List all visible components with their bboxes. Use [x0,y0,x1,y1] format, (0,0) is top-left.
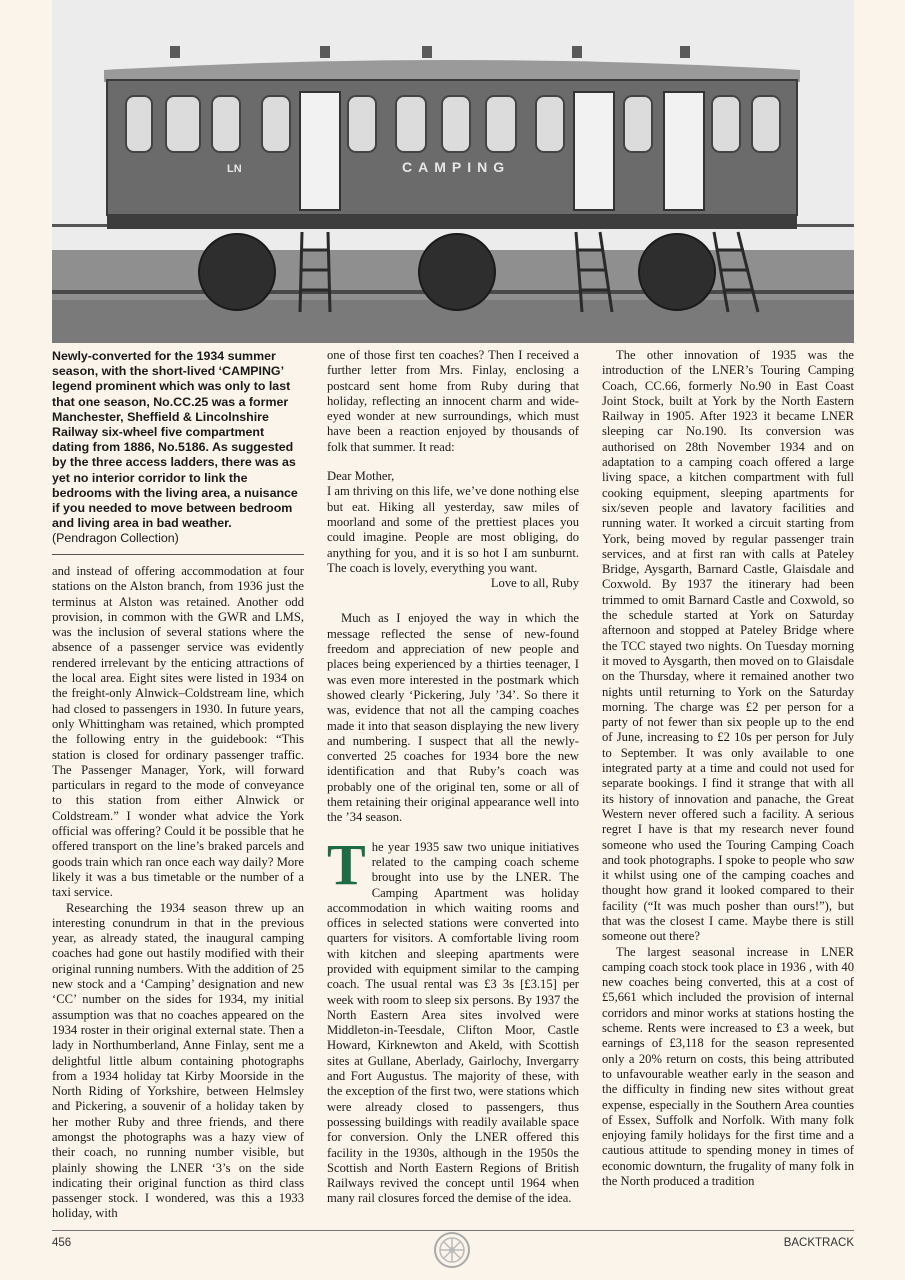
paragraph [602,348,854,945]
caption-divider [52,554,304,555]
article-column-2 [327,348,579,1207]
coach-illustration [52,0,854,343]
caption-text: Newly-converted for the 1934 summer season, with the short-lived ‘CAMPING’ legend prominent which was only to last that one season, No.CC.25 was a former Manchester, Sheffield & Lincolnshire Railway six-wheel five compartment dating from 1886, No.5186. As suggested by the three access ladders, there was as yet no interior corridor to link the bedrooms with the living area, a nuisance if you needed to move between bedroom and living area in bad weather. [52,349,298,531]
paragraph: Much as I enjoyed the way in which the message reflected the sense of new-found freedom and appreciation of new people and places being experienced by a thirties teenager, I was even more interested in the postmark which showed clearly ‘Pickering, July ’34’. So there it was, evidence that not all the camping coaches made it into that season displaying the new livery and numbering. I suspect that all the newly-converted 25 coaches for 1934 bore the new identification and that Ruby’s coach was probably one of the original ten, some or all of them retaining their original appearance well into the ’34 season. [327,611,579,825]
camping-coach-photo [52,0,854,343]
paragraph: one of those first ten coaches? Then I received a further letter from Mrs. Finlay, enclosing a postcard sent home from Ruby during that holiday, reflecting an innocent charm and wide-eyed wonder at new surroundings, which must have been a reaction enjoyed by thousands of folk that summer. It read: [327,348,579,454]
paragraph-text: it whilst using one of the camping coaches and thought how grand it looked compared to their facility (“It was much posher than ours!”), but that was the closest I came. Maybe there is still someone out there? [602,868,854,944]
paragraph-text: The other innovation of 1935 was the introduction of the LNER’s Touring Camping Coach, CC.66, formerly No.90 in East Coast Joint Stock, built at York by the North Eastern Railway in 1905. After 1923 it became LNER sleeping car No.190. Its conversion was authorised on 28th November 1934 and on adaptation to a camping coach offered a large living space, a kitchen compartment with full cooking equipment, sleeping apartments for six/seven people and lavatory facilities and running water. It worked a circuit starting from York, being moved by regular passenger train services, and at first ran with calls at Pateley Bridge, Aysgarth, Barnard Castle, Glaisdale and Coxwold. By 1937 the itinerary had been trimmed to omit Barnard Castle and Coxwold, so the schedule started at York on Saturday afternoon and stopped at Pateley Bridge where the TCC stayed two nights. On Tuesday morning it moved to Aysgarth, then moved on to Glaisdale on the Thursday, where it remained another two nights until returning to York on the Saturday morning. The charge was £2 per person for a party of not fewer than six people up to the end of June, increasing to £2 10s per person for July to September. It was only available to one integrated party at a time and could not used for separate bookings. I find it strange that with all its history of innovation and panache, the Great Western never offered such a facility. A serious regret I have is that my research never found someone who used the Touring Camping Coach and took photographs. I spoke to people who [602,348,854,867]
page-number: 456 [52,1237,72,1249]
paragraph-dropcap [327,831,579,1207]
paragraph-text: he year 1935 saw two unique initiatives related to the camping coach scheme brought into use by the LNER. The Camping Apartment was holiday accommodation in which waiting rooms and offices in selected stations were converted into quarters for visitors. A comfortable living room with kitchen and sleeping apartments were provided with equipment similar to the camping coach. The usual rental was £3 3s [£3.15] per week with room to sleep six persons. By 1937 the North Eastern Area sites involved were Middleton-in-Teesdale, Clifton Moor, Castle Howard, Kirknewton and Akeld, with Scottish sites at Gullane, Aberlady, Gairlochy, Invergarry and Fort Augustus. The majority of these, with the exception of the first two, were stations which were already closed to passengers, thus possessing buildings with readily available space for conversion. Only the LNER offered this facility in the 1930s, although in the 1950s the Scottish and North Eastern Regions of British Railways revived the concept until 1964 when many rail closures forced the demise of the idea. [327,839,579,1206]
article-column-3 [602,348,854,1189]
letter-body: I am thriving on this life, we’ve done nothing else but eat. Hiking all yesterday, saw miles of moorland and some of the prettiest places you could imagine. People are most obliging, do anything for you, and it is so hot I am sunburnt. The coach is lovely, everything you want. [327,484,579,575]
photo-caption [52,349,304,547]
coach-lettering-ln: LN [227,163,242,175]
emphasis: saw [834,852,854,867]
paragraph: and instead of offering accommodation at four stations on the Alston branch, from 1936 just the terminus at Alston was retained. Another odd provision, in common with the GWR and LMS, was the inclusion of several stations where the absence of a passenger service was evidently rendered irrelevant by the enticing attractions of the local area. Eight sites were listed in 1934 on the freight-only Alnwick–Coldstream line, which had closed to passengers in 1930. In future years, only Whittingham was retained, which prompted the following entry in the guidebook: “This station is closed for ordinary passenger traffic. The Passenger Manager, York, will forward particulars in regard to the mode of conveyance to this station from either Alnwick or Coldstream.” I wonder what advice the York official was offering? Could it be possible that he offered transport on the line’s braked parcels and goods train which ran once each way daily? More likely it was a bus timetable or the number of a taxi service. [52,564,304,900]
magazine-title: BACKTRACK [783,1237,854,1249]
article-column-1 [52,564,304,1222]
coach-lettering: CAMPING [402,159,511,175]
drop-cap: T [327,831,366,897]
letter-greeting: Dear Mother, [327,469,395,484]
letter-signoff: Love to all, Ruby [490,576,579,591]
paragraph: Researching the 1934 season threw up an interesting conundrum in that in the previous year, as already stated, the inaugural camping coaches had gone out hastily modified with their original running numbers. With the addition of 25 new stock and a ‘Camping’ designation and new ‘CC’ number on the sides for 1934, my initial assumption was that no coaches appeared on the 1934 roster in their original external state. Then a lady in Northumberland, Anne Finlay, sent me a delightful little album containing photographs from a 1934 holiday tat Kirby Moorside in the North Riding of Yorkshire, between Helmsley and Pickering, a souvenir of a holiday taken by her mother Ruby and three friends, and there amongst the photographs was a hazy view of their coach, no running number visible, but plainly showing the LNER ‘3’s on the side indicating their original function as third class passenger stock. I wondered, was this a 1933 holiday, with [52,900,304,1221]
paragraph: The largest seasonal increase in LNER camping coach stock took place in 1936 , with 40 new coaches being converted, this at a cost of £5,661 which included the provision of internal corridors and minor works at stations hosting the scheme. Rents were increased to £3 a week, but earnings of £3,118 for the season represented only a 20% return on costs, this being attributed to unfavourable weather early in the season and the difficulty in finding new sites without great expense, especially in the Southern Area counties of Essex, Suffolk and Norfolk. With many folk enjoying family holidays for the first time and a cautious attitude to spending money in times of economic downturn, the frugality of many folk in the North produced a tradition [602,944,854,1189]
postcard-letter [327,469,579,591]
caption-credit: (Pendragon Collection) [52,531,179,546]
wheel-logo-icon [433,1231,471,1269]
